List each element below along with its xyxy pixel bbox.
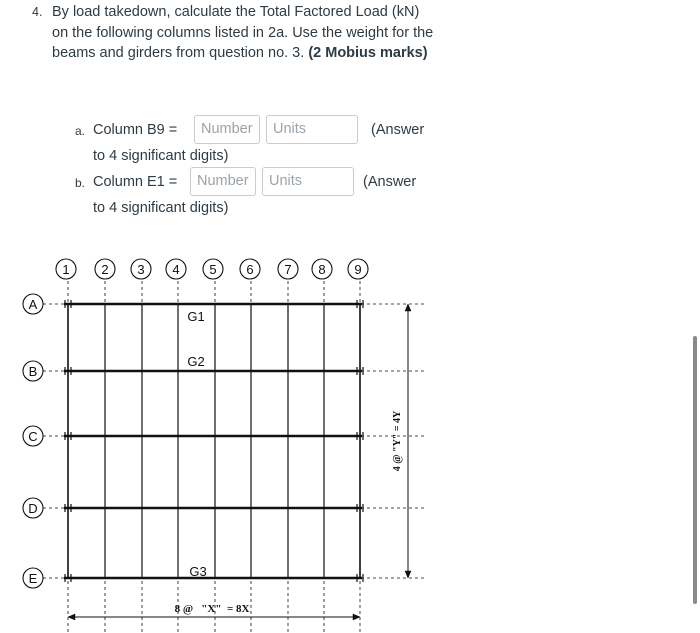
column-bubble-label: 8	[318, 262, 326, 277]
part-a-letter: a.	[75, 124, 86, 138]
dimension-arrow	[405, 304, 411, 311]
part-b-units-input[interactable]: Units	[262, 167, 354, 196]
column-bubble-label: 3	[137, 262, 145, 277]
column-bubble-label: 5	[209, 262, 217, 277]
scrollbar[interactable]	[693, 336, 697, 604]
column-bubble-label: 2	[101, 262, 109, 277]
girder-label: G1	[187, 309, 205, 324]
part-a-number-input[interactable]: Number	[194, 115, 260, 144]
girder-label: G2	[187, 354, 205, 369]
row-bubble-label: E	[28, 571, 38, 586]
dimension-arrow	[405, 571, 411, 578]
column-bubble-label: 7	[284, 262, 292, 277]
question-text: By load takedown, calculate the Total Factored Load (kN) on the following columns listed in 2a. Use the weight for the beams and girders from question no. 3.	[52, 4, 434, 61]
part-b-suffix2: to 4 significant digits)	[93, 200, 229, 216]
column-bubble-label: 1	[62, 262, 70, 277]
part-a-units-input[interactable]: Units	[266, 115, 358, 144]
column-bubble-label: 9	[354, 262, 362, 277]
part-b-number-input[interactable]: Number	[190, 167, 256, 196]
row-bubble-label: B	[28, 364, 38, 379]
part-b-letter: b.	[75, 176, 86, 190]
row-bubble-label: C	[28, 429, 38, 444]
question-number: 4.	[32, 5, 43, 19]
part-a-suffix2: to 4 significant digits)	[93, 148, 229, 164]
column-bubble-label: 6	[246, 262, 254, 277]
part-b-label: Column E1 =	[93, 174, 178, 190]
part-a-suffix: (Answer	[371, 122, 425, 138]
dimension-label-vertical: 4 @ "Y" = 4Y	[392, 410, 403, 472]
row-bubble-label: D	[28, 501, 38, 516]
girder-label: G3	[189, 564, 207, 579]
dimension-label-horizontal: 8 @ "X" = 8X	[174, 603, 250, 615]
dimension-arrow	[68, 614, 75, 620]
question-marks: (2 Mobius marks)	[308, 45, 428, 61]
part-b-suffix: (Answer	[363, 174, 417, 190]
dimension-arrow	[353, 614, 360, 620]
part-a-label: Column B9 =	[93, 122, 178, 138]
row-bubble-label: A	[28, 297, 38, 312]
column-bubble-label: 4	[172, 262, 180, 277]
